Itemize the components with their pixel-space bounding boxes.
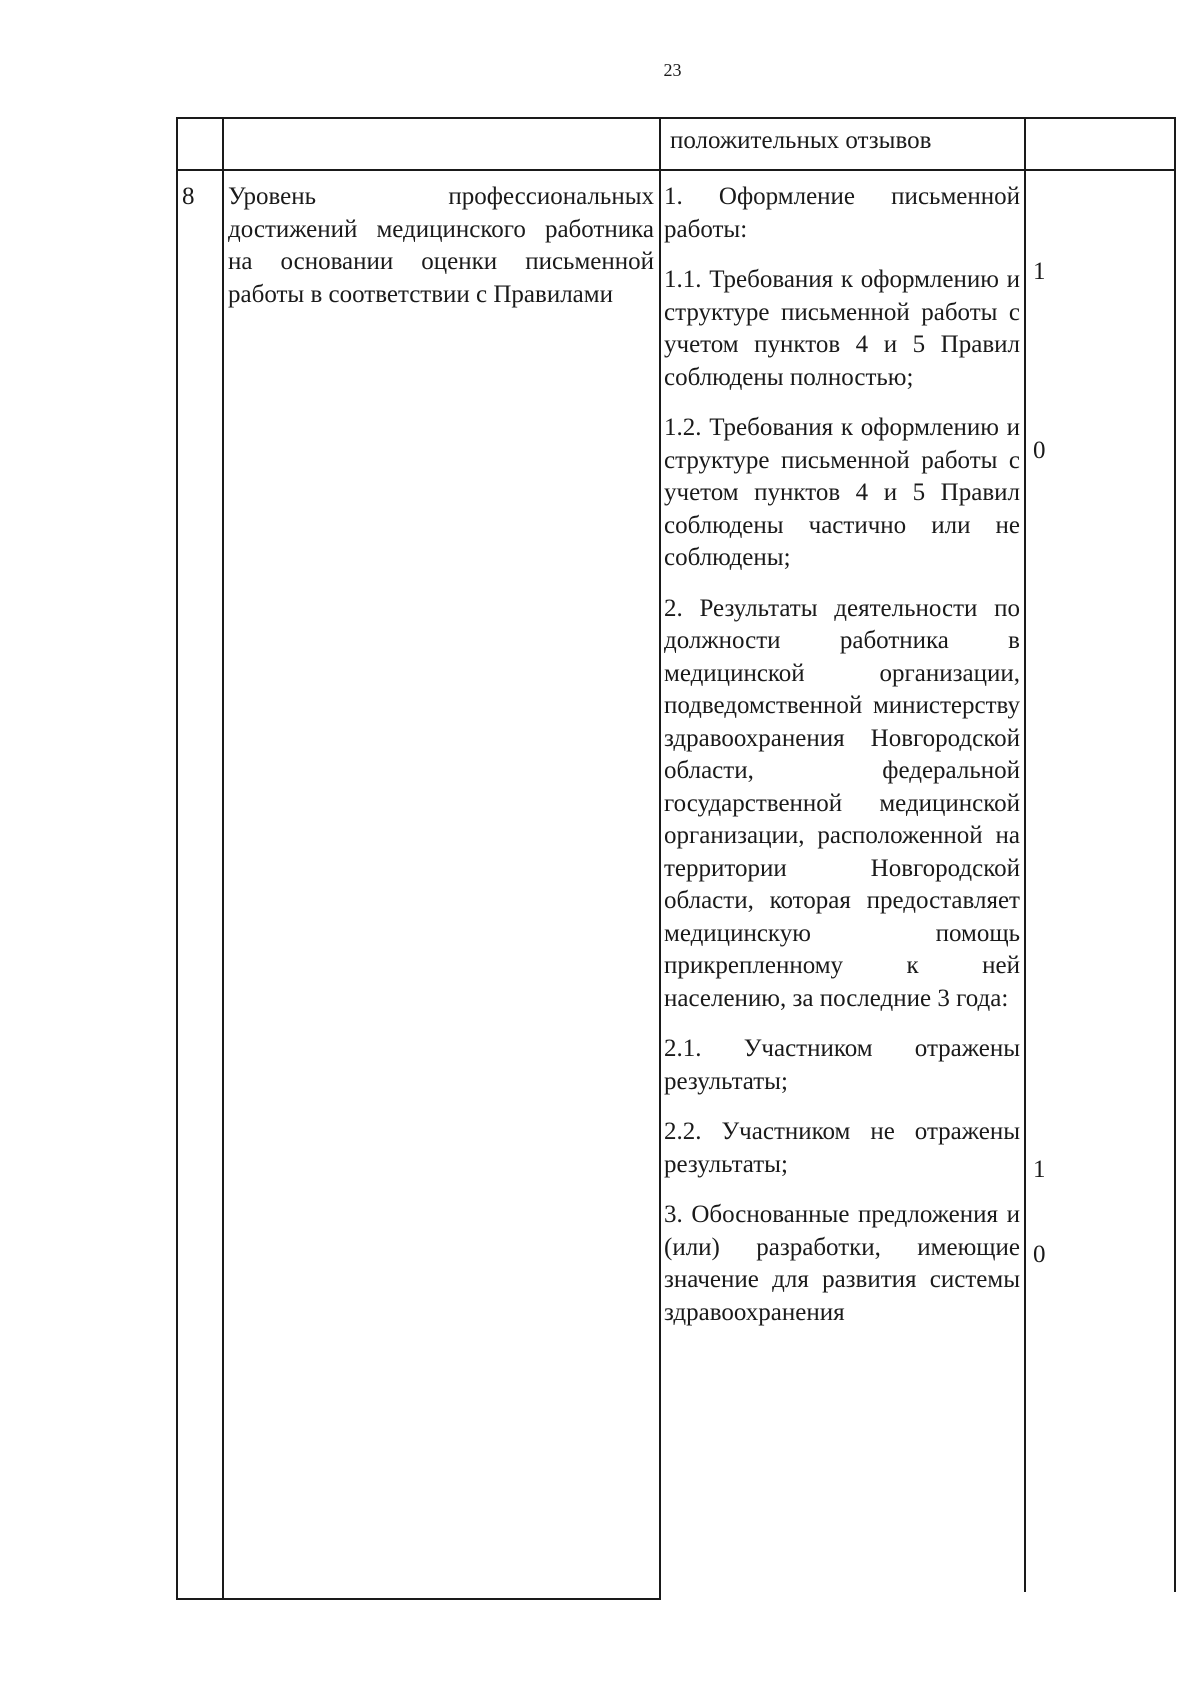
criterion-1-1: 1.1. Требования к оформлению и структуре письменной работы с учетом пунктов 4 и 5 Правил соблюдены полностью; [664, 266, 1020, 391]
criteria-table [176, 117, 1176, 1600]
criterion-2-heading: 2. Результаты деятельности по должности работника в медицинской организации, подведомственной министерству здравоохранения Новгородской области, федеральной государственной медицинской организации, расположенной на территории Новгородской области, которая предоставляет медицинскую помощь прикрепленному к ней населению, за последние 3 года: [664, 594, 1020, 1012]
criterion-2-1: 2.1. Участником отражены результаты; [664, 1035, 1020, 1095]
criterion-3-heading: 3. Обоснованные предложения и (или) разработки, имеющие значение для развития системы здравоохранения [664, 1201, 1020, 1326]
column-divider-criteria [1024, 117, 1026, 1592]
column-divider-number [222, 117, 224, 1600]
table-bottom-border [176, 1598, 661, 1600]
table-top-border [176, 117, 1176, 119]
row-number: 8 [182, 183, 195, 210]
page-number: 23 [663, 60, 682, 80]
criterion-1-heading: 1. Оформление письменной работы: [664, 183, 1020, 243]
criteria-column [664, 181, 1020, 1329]
indicator-text: Уровень профессиональных достижений медицинского работника на основании оценки письменной работы в соответствии с Правилами [228, 183, 654, 308]
table-left-border [176, 117, 178, 1600]
column-divider-indicator [659, 117, 661, 1600]
continuation-criterion-text: положительных отзывов [670, 127, 932, 154]
score-2-1: 1 [1033, 1156, 1046, 1183]
table-right-border [1174, 117, 1176, 1592]
row-divider [176, 169, 1176, 171]
score-1-1: 1 [1033, 258, 1046, 285]
criterion-1-2: 1.2. Требования к оформлению и структуре письменной работы с учетом пунктов 4 и 5 Правил соблюдены частично или не соблюдены; [664, 414, 1020, 571]
criterion-2-2: 2.2. Участником не отражены результаты; [664, 1118, 1020, 1178]
score-2-2: 0 [1033, 1241, 1046, 1268]
score-1-2: 0 [1033, 437, 1046, 464]
